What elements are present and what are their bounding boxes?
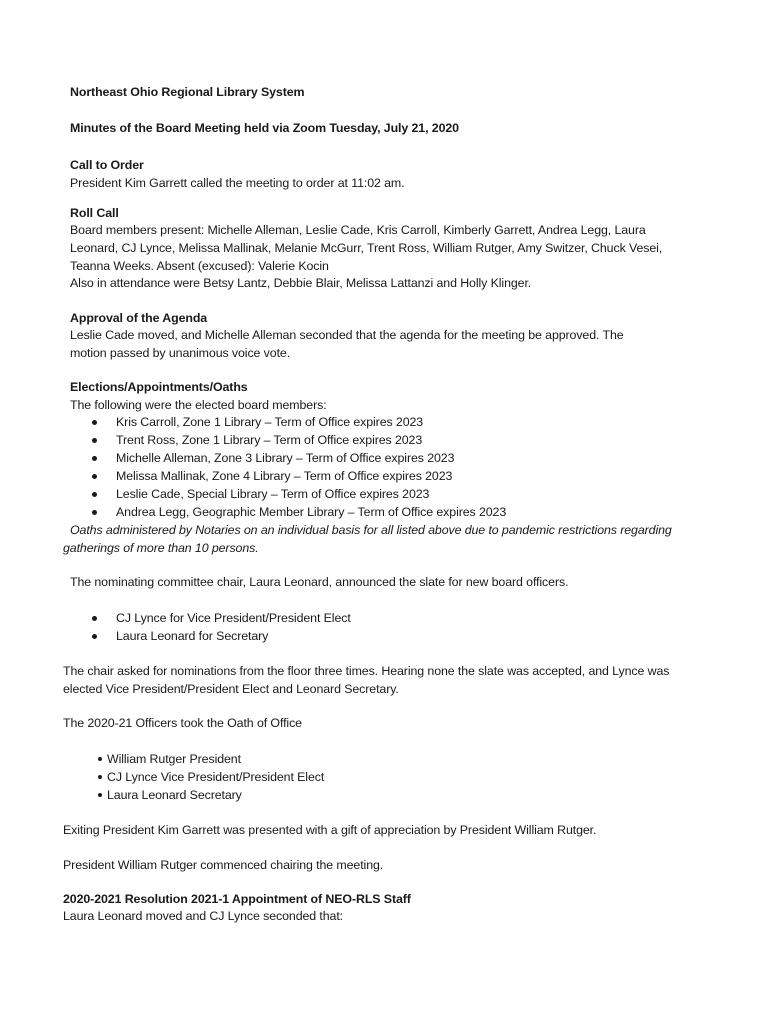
bullet-icon (98, 775, 102, 779)
list-item-label: CJ Lynce Vice President/President Elect (107, 770, 325, 784)
nomination-result-line: The chair asked for nominations from the floor three times. Hearing none the slate was accepted, and Lynce was (63, 664, 670, 678)
roll-call-line: Also in attendance were Betsy Lantz, Debbie Blair, Melissa Lattanzi and Holly Klinger. (70, 276, 532, 290)
bullet-icon (92, 438, 97, 443)
gift-text: Exiting President Kim Garrett was presented with a gift of appreciation by President William Rutger. (63, 823, 597, 837)
approval-line: motion passed by unanimous voice vote. (70, 346, 291, 360)
approval-line: Leslie Cade moved, and Michelle Alleman seconded that the agenda for the meeting be approved. The (70, 328, 624, 342)
bullet-icon (92, 474, 97, 479)
bullet-icon (92, 420, 97, 425)
list-item: Laura Leonard for Secretary (116, 629, 269, 643)
roll-call-line: Leonard, CJ Lynce, Melissa Mallinak, Melanie McGurr, Trent Ross, William Rutger, Amy Switzer, Chuck Vesei, (70, 241, 663, 255)
nomination-result-line: elected Vice President/President Elect and Leonard Secretary. (63, 682, 399, 696)
roll-call-line: Board members present: Michelle Alleman, Leslie Cade, Kris Carroll, Kimberly Garrett, Andrea Legg, Laura (70, 223, 646, 237)
list-item-label: William Rutger President (107, 752, 241, 766)
list-item: Leslie Cade, Special Library – Term of Office expires 2023 (116, 487, 430, 501)
officers-intro: The 2020-21 Officers took the Oath of Office (63, 716, 302, 730)
bullet-icon (98, 793, 102, 797)
elections-heading: Elections/Appointments/Oaths (70, 380, 248, 394)
list-item: Melissa Mallinak, Zone 4 Library – Term of Office expires 2023 (116, 469, 453, 483)
list-item-label: Laura Leonard Secretary (107, 788, 242, 802)
list-item (98, 768, 324, 786)
list-item: Trent Ross, Zone 1 Library – Term of Office expires 2023 (116, 433, 423, 447)
resolution-heading: 2020-2021 Resolution 2021-1 Appointment of NEO-RLS Staff (63, 892, 411, 906)
roll-call-line: Teanna Weeks. Absent (excused): Valerie Kocin (70, 259, 329, 273)
minutes-title: Minutes of the Board Meeting held via Zoom Tuesday, July 21, 2020 (70, 121, 459, 135)
list-item: Kris Carroll, Zone 1 Library – Term of Office expires 2023 (116, 415, 424, 429)
call-to-order-heading: Call to Order (70, 158, 144, 172)
roll-call-heading: Roll Call (70, 206, 119, 220)
nominating-text: The nominating committee chair, Laura Leonard, announced the slate for new board officers. (70, 575, 569, 589)
list-item: Michelle Alleman, Zone 3 Library – Term of Office expires 2023 (116, 451, 455, 465)
list-item: Andrea Legg, Geographic Member Library – Term of Office expires 2023 (116, 505, 507, 519)
bullet-icon (92, 492, 97, 497)
bullet-icon (92, 634, 97, 639)
chairing-text: President William Rutger commenced chairing the meeting. (63, 858, 384, 872)
list-item (98, 786, 242, 804)
list-item (98, 750, 241, 768)
bullet-icon (92, 616, 97, 621)
list-item: CJ Lynce for Vice President/President Elect (116, 611, 351, 625)
bullet-icon (98, 757, 102, 761)
bullet-icon (92, 456, 97, 461)
call-to-order-text: President Kim Garrett called the meeting to order at 11:02 am. (70, 176, 405, 190)
oath-note-line: gatherings of more than 10 persons. (63, 541, 259, 555)
approval-heading: Approval of the Agenda (70, 311, 208, 325)
oath-note-line: Oaths administered by Notaries on an individual basis for all listed above due to pandemic restrictions regarding (70, 523, 672, 537)
resolution-text: Laura Leonard moved and CJ Lynce seconded that: (63, 909, 344, 923)
org-name: Northeast Ohio Regional Library System (70, 85, 305, 99)
elections-intro: The following were the elected board members: (70, 398, 327, 412)
bullet-icon (92, 510, 97, 515)
